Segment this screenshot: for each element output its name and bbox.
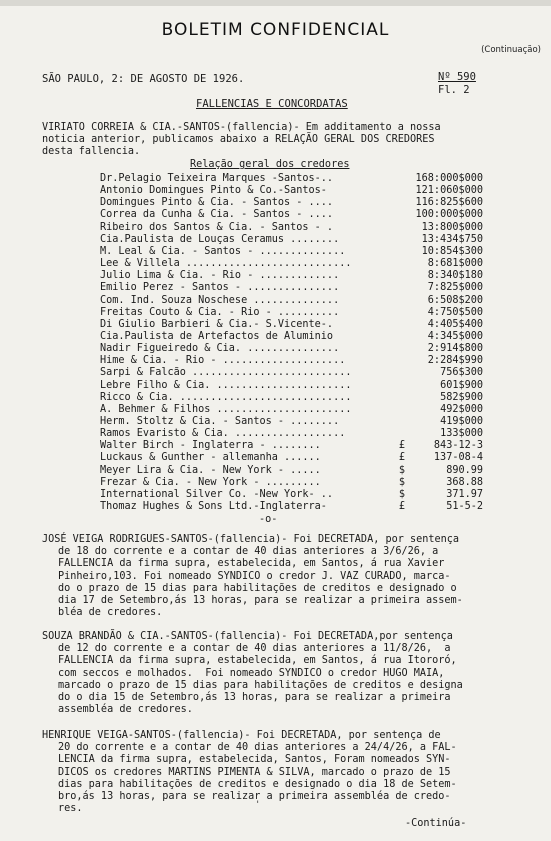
entry-paragraph-line: com seccos e molhados. Foi nomeado SYNDICO o credor HUGO MAIA, — [58, 667, 445, 679]
entry-paragraph-line: LENCIA da firma supra, estabelecida, Santos, Foram nomeados SYN- — [58, 754, 451, 766]
creditor-amount: 13:800$000 — [421, 221, 483, 233]
creditor-currency: $ — [398, 488, 406, 500]
creditor-amount: 4:345$000 — [427, 331, 483, 342]
entry-1-line: VIRIATO CORREIA & CIA.-SANTOS-(fallencia)- Em additamento a nossa — [42, 122, 441, 133]
creditor-amount: 116:825$600 — [415, 197, 483, 209]
creditor-amount: 8:681$000 — [427, 258, 483, 270]
entry-paragraph-line: do o dia 15 de Setembro,ás 13 horas, para se realizar a primeira — [58, 692, 451, 703]
entry-paragraph-line: do o prazo de 15 dias para habilitações de creditos e designado o — [58, 582, 457, 594]
creditor-currency: $ — [398, 476, 406, 488]
creditor-name: Frezar & Cia. - New York - ......... — [100, 476, 321, 488]
entry-paragraph-line: de 18 do corrente e a contar de 40 dias anteriores a 3/6/26, a — [58, 546, 439, 558]
creditor-amount: 419$000 — [440, 416, 483, 427]
creditor-name: Nadir Figueiredo & Cia. ............... — [100, 343, 340, 355]
entry-paragraph-line: SOUZA BRANDÃO & CIA.-SANTOS-(fallencia)- Foi DECRETADA,por sentença — [42, 631, 453, 642]
creditor-amount: 121:060$000 — [415, 185, 483, 197]
creditor-name: Hime & Cia. - Rio - .................... — [100, 355, 346, 367]
creditor-name: Dr.Pelagio Teixeira Marques -Santos-.. — [100, 173, 334, 184]
entry-paragraph-line: HENRIQUE VEIGA-SANTOS-(fallencia)- Foi DECRETADA, por sentença de — [42, 730, 441, 741]
creditor-amount: 10:854$300 — [421, 245, 483, 257]
creditor-amount: 2:914$800 — [427, 343, 483, 355]
creditor-name: International Silver Co. -New York- .. — [100, 488, 334, 500]
creditor-amount: 51-5-2 — [446, 501, 483, 513]
creditor-name: Cia.Paulista de Louças Ceramus ........ — [100, 233, 340, 245]
creditor-currency: £ — [398, 501, 406, 513]
creditor-name: Lebre Filho & Cia. ...................... — [100, 379, 352, 391]
creditor-name: A. Behmer & Filhos ...................... — [100, 403, 352, 415]
creditor-name: Ricco & Cia. ............................ — [100, 391, 352, 403]
stray-mark: ' — [255, 800, 261, 810]
creditor-name: Herm. Stoltz & Cia. - Santos - ........ — [100, 416, 340, 427]
creditor-currency: £ — [398, 452, 406, 464]
creditor-name: Thomaz Hughes & Sons Ltd.-Inglaterra- — [100, 501, 327, 513]
reference-sheet: Fl. 2 — [438, 84, 470, 96]
creditor-amount: 843-12-3 — [433, 440, 483, 452]
creditor-name: Cia.Paulista de Artefactos de Aluminio — [100, 331, 334, 342]
creditor-name: Domingues Pinto & Cia. - Santos - .... — [100, 197, 334, 209]
creditor-amount: 4:405$400 — [427, 318, 483, 330]
creditor-name: Di Giulio Barbieri & Cia.- S.Vicente-. — [100, 318, 334, 330]
section-divider: -o- — [259, 514, 278, 525]
entry-paragraph-line: bléa de credores. — [58, 607, 163, 619]
creditor-amount: 7:825$000 — [427, 282, 483, 294]
entry-paragraph-line: de 12 do corrente e a contar de 40 dias anteriores a 11/8/26, a — [58, 643, 451, 655]
creditor-amount: 492$000 — [440, 403, 483, 415]
entry-paragraph-line: DICOS os credores MARTINS PIMENTA & SILVA, marcado o prazo de 15 — [58, 766, 451, 778]
creditor-name: Julio Lima & Cia. - Rio - ............. — [100, 270, 340, 282]
creditor-name: Ribeiro dos Santos & Cia. - Santos - . — [100, 221, 334, 233]
creditor-name: Antonio Domingues Pinto & Co.-Santos- — [100, 185, 327, 197]
creditor-amount: 6:508$200 — [427, 294, 483, 306]
entry-paragraph-line: res. — [58, 803, 83, 815]
creditor-amount: 756$300 — [440, 367, 483, 379]
creditor-amount: 100:000$000 — [415, 209, 483, 221]
entry-paragraph-line: assembléa de credores. — [58, 704, 193, 716]
creditor-amount: 4:750$500 — [427, 306, 483, 318]
entry-paragraph-line: FALLENCIA da firma supra, estabelecida, em Santos, á rua Xavier — [58, 558, 445, 570]
creditor-name: Freitas Couto & Cia. - Rio - .......... — [100, 306, 340, 318]
section-title: FALLENCIAS E CONCORDATAS — [196, 98, 348, 110]
creditor-amount: 890.99 — [446, 464, 483, 476]
creditor-name: Emilio Perez - Santos - ............... — [100, 282, 340, 294]
entry-paragraph-line: FALLENCIA da firma supra, estabelecida, em Santos, á rua Itororó, — [58, 655, 457, 667]
entry-paragraph-line: dias para habilitações de creditos e designado o dia 18 de Setem- — [58, 778, 457, 790]
creditor-currency: £ — [398, 440, 406, 452]
date-line: SÃO PAULO, 2: DE AGOSTO DE 1926. — [42, 73, 245, 85]
entry-paragraph-line: Pinheiro,103. Foi nomeado SYNDICO o credor J. VAZ CURADO, marca- — [58, 570, 451, 582]
entry-paragraph-line: 20 do corrente e a contar de 40 dias anteriores a 24/4/26, a FAL- — [58, 742, 457, 754]
scan-edge — [0, 0, 551, 6]
entry-1-line: desta fallencia. — [42, 146, 141, 157]
entry-paragraph-line: JOSÉ VEIGA RODRIGUES-SANTOS-(fallencia)- Foi DECRETADA, por sentença — [42, 534, 460, 545]
creditor-amount: 13:434$750 — [421, 233, 483, 245]
creditor-name: M. Leal & Cia. - Santos - .............. — [100, 245, 346, 257]
creditor-currency: $ — [398, 464, 406, 476]
continues-footer: -Continúa- — [405, 818, 467, 829]
creditor-amount: 137-08-4 — [433, 452, 483, 464]
creditor-name: Meyer Lira & Cia. - New York - ..... — [100, 464, 321, 476]
creditor-amount: 168:000$000 — [415, 173, 483, 184]
reference-number: Nº 590 — [438, 71, 476, 83]
creditor-amount: 133$000 — [440, 428, 483, 440]
creditors-list-title: Relação geral dos credores — [190, 159, 350, 170]
creditor-name: Com. Ind. Souza Noschese .............. — [100, 294, 340, 306]
entry-paragraph-line: marcado o prazo de 15 dias para habilitações de creditos e designa — [58, 679, 463, 691]
creditor-name: Sarpi & Falcão .......................... — [100, 367, 352, 379]
creditor-name: Correa da Cunha & Cia. - Santos - .... — [100, 209, 334, 221]
creditor-name: Ramos Evaristo & Cia. .................. — [100, 428, 346, 440]
creditor-name: Luckaus & Gunther - allemanha ...... — [100, 452, 321, 464]
creditor-amount: 8:340$180 — [427, 270, 483, 282]
entry-1-line: noticia anterior, publicamos abaixo a RELAÇÃO GERAL DOS CREDORES — [42, 134, 435, 145]
entry-paragraph-line: dia 17 de Setembro,ás 13 horas, para se realizar a primeira assem- — [58, 595, 463, 606]
creditor-amount: 368.88 — [446, 476, 483, 488]
continuation-label: (Continuação) — [481, 45, 541, 55]
creditor-name: Lee & Villela ........................... — [100, 258, 352, 270]
creditor-name: Walter Birch - Inglaterra - ........ — [100, 440, 321, 452]
creditor-amount: 582$900 — [440, 391, 483, 403]
page-title: BOLETIM CONFIDENCIAL — [161, 20, 390, 40]
creditor-amount: 601$900 — [440, 379, 483, 391]
creditor-amount: 2:284$990 — [427, 355, 483, 367]
creditor-amount: 371.97 — [446, 488, 483, 500]
entry-paragraph-line: bro,ás 13 horas, para se realizar a primeira assembléa de credo- — [58, 791, 451, 802]
